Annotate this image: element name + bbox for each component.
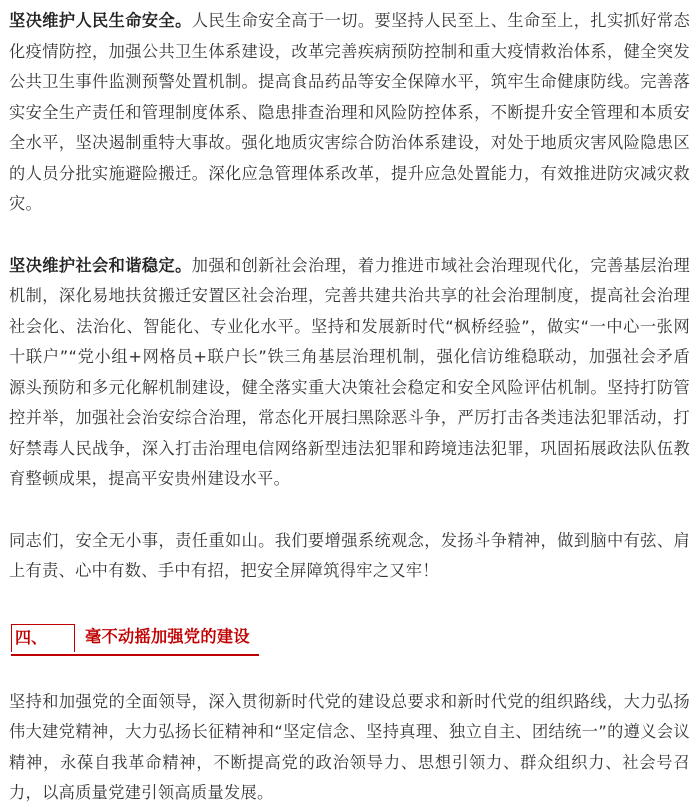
paragraph-social-stability [9,251,690,495]
paragraph-closing [9,526,690,587]
paragraph-body: 同志们，安全无小事，责任重如山。我们要增强系统观念，发扬斗争精神，做到脑中有弦、肩上有责、心中有数、手中有招，把安全屏障筑得牢之又牢！ [9,530,690,580]
paragraph-body: 人民生命安全高于一切。要坚持人民至上、生命至上，扎实抓好常态化疫情防控，加强公共卫生体系建设，改革完善疾病预防控制和重大疫情救治体系，健全突发公共卫生事件监测预警处置机制。提高食品药品等安全保障水平，筑牢生命健康防线。完善落实安全生产责任和管理制度体系、隐患排查治理和风险防控体系，不断提升安全管理和本质安全水平，坚决遏制重特大事故。强化地质灾害综合防治体系建设，对处于地质灾害风险隐患区的人员分批实施避险搬迁。深化应急管理体系改革，提升应急处置能力，有效推进防灾减灾救灾。 [9,11,690,213]
section-heading [11,624,259,656]
paragraph-body: 加强和创新社会治理，着力推进市域社会治理现代化，完善基层治理机制，深化易地扶贫搬迁安置区社会治理，完善共建共治共享的社会治理制度，提高社会治理社会化、法治化、智能化、专业化水平。坚持和发展新时代“枫桥经验”，做实“一中心一张网十联户”“党小组+网格员+联户长”铁三角基层治理机制，强化信访维稳联动，加强社会矛盾源头预防和多元化解机制建设，健全落实重大决策社会稳定和安全风险评估机制。坚持打防管控并举，加强社会治安综合治理，常态化开展扫黑除恶斗争，严厉打击各类违法犯罪活动，打好禁毒人民战争，深入打击治理电信网络新型违法犯罪和跨境违法犯罪，巩固拓展政法队伍教育整顿成果，提高平安贵州建设水平。 [9,255,690,488]
section-title: 毫不动摇加强党的建设 [85,626,250,646]
paragraph-lead: 坚决维护人民生命安全。 [9,11,192,30]
paragraph-lead: 坚决维护社会和谐稳定。 [9,255,192,275]
paragraph-life-safety [9,6,690,220]
paragraph-body: 坚持和加强党的全面领导，深入贯彻新时代党的建设总要求和新时代党的组织路线，大力弘扬伟大建党精神，大力弘扬长征精神和“坚定信念、坚持真理、独立自主、团结统一”的遵义会议精神，永葆自我革命精神，不断提高党的政治领导力、思想引领力、群众组织力、社会号召力，以高质量党建引领高质量发展。 [9,691,690,802]
paragraph-party-building [9,687,690,809]
section-number: 四、 [11,624,75,652]
